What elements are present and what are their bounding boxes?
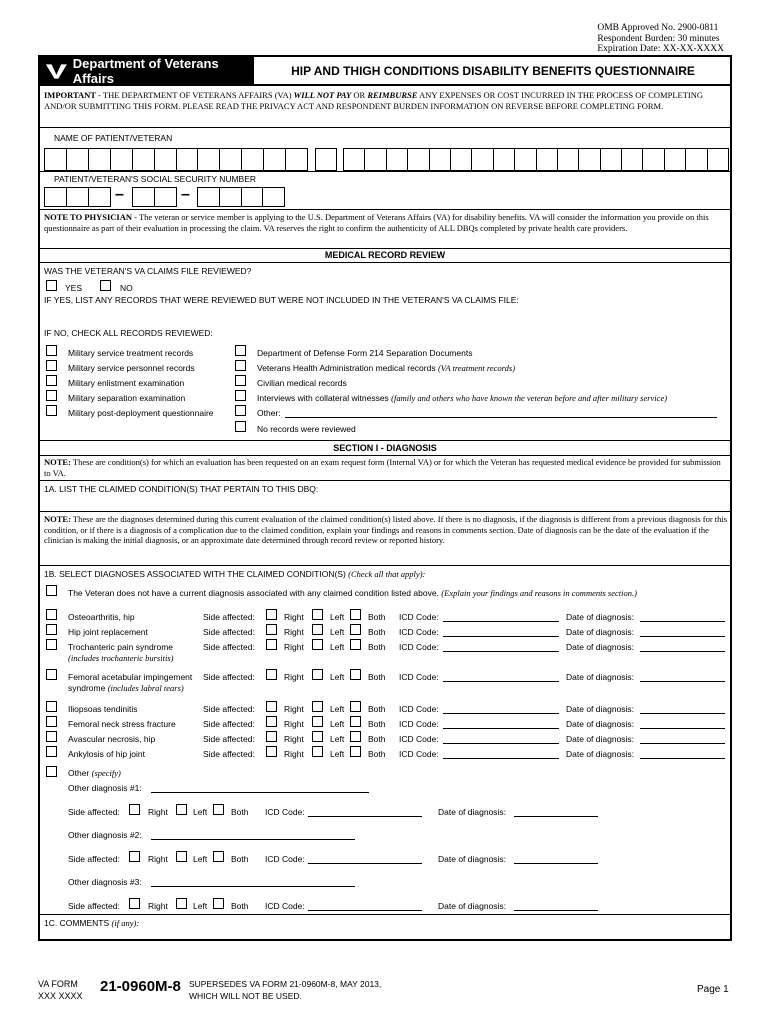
no-diagnosis-label: The Veteran does not have a current diagnosis associated with any claimed condition listed above. (Explain your findings and reasons in comments section.) (68, 588, 637, 598)
ssn-dash-2: – (181, 186, 190, 203)
both-checkbox[interactable] (350, 731, 361, 742)
date-line[interactable] (640, 621, 725, 622)
diagnosis-subtext: (includes trochanteric bursitis) (68, 653, 174, 663)
diagnosis-checkbox[interactable] (46, 609, 57, 620)
other-diagnosis-checkbox[interactable] (46, 766, 57, 777)
right-label: Right (148, 901, 168, 911)
icd-label: ICD Code: (399, 749, 439, 759)
diagnosis-note: NOTE: These are the diagnoses determined during this current evaluation of the claimed condition(s) listed above. If there is no diagnosis, if the diagnosis is different from a previous diagnosis for this condition, or if there is a diagnosis of a complication due to the claimed condition, explain your findings and reasons in comments section. Date of diagnosis can be the date of the evaluation if the clinician is making the initial diagnosis, or an approximate date determined through record review or reported history. (44, 514, 728, 545)
section-1-heading: SECTION I - DIAGNOSIS (333, 443, 437, 453)
record-checkbox[interactable] (46, 345, 57, 356)
both-label: Both (368, 627, 386, 637)
right-label: Right (284, 749, 304, 759)
ssn-label: PATIENT/VETERAN'S SOCIAL SECURITY NUMBER (54, 174, 257, 184)
record-label: Military post-deployment questionnaire (68, 408, 214, 418)
icd-line[interactable] (308, 816, 422, 817)
right-label: Right (284, 719, 304, 729)
both-checkbox[interactable] (350, 624, 361, 635)
record-checkbox[interactable] (235, 421, 246, 432)
va-seal-icon (44, 61, 69, 81)
diagnosis-checkbox[interactable] (46, 731, 57, 742)
icd-line[interactable] (443, 651, 559, 652)
side-affected-label: Side affected: (203, 749, 255, 759)
ssn-part3[interactable] (197, 187, 285, 207)
important-notice: IMPORTANT - THE DEPARTMENT OF VETERANS AFFAIRS (VA) WILL NOT PAY OR REIMBURSE ANY EXPENSES OR COST INCURRED IN THE PROCESS OF COMPLETING AND/OR SUBMITTING THIS FORM. PLEASE READ THE PRIVACY ACT AND RESPONDENT BURDEN INFORMATION ON REVERSE BEFORE COMPLETING FORM. (44, 90, 704, 111)
both-checkbox[interactable] (213, 898, 224, 909)
record-checkbox[interactable] (235, 375, 246, 386)
date-line[interactable] (640, 681, 725, 682)
yes-label: YES (65, 283, 83, 293)
right-checkbox[interactable] (129, 851, 140, 862)
page-number: Page 1 (697, 984, 729, 995)
icd-label: ICD Code: (399, 612, 439, 622)
date-label: Date of diagnosis: (438, 854, 507, 864)
record-label: Interviews with collateral witnesses (family and others who have known the veteran before and after military service) (257, 393, 668, 403)
left-checkbox[interactable] (176, 898, 187, 909)
date-label: Date of diagnosis: (566, 749, 635, 759)
record-checkbox[interactable] (235, 405, 246, 416)
other-diagnosis-3-line[interactable] (151, 886, 355, 887)
record-label: Military service treatment records (68, 348, 194, 358)
record-label: Military enlistment examination (68, 378, 185, 388)
diagnosis-name: Avascular necrosis, hip (68, 734, 156, 744)
q1c-label: 1C. COMMENTS (if any): (44, 918, 140, 928)
right-label: Right (284, 704, 304, 714)
q1b-label: 1B. SELECT DIAGNOSES ASSOCIATED WITH THE CLAIMED CONDITION(S) (Check all that apply): (44, 569, 426, 579)
both-label: Both (368, 749, 386, 759)
record-checkbox[interactable] (235, 360, 246, 371)
first-name-boxes[interactable] (44, 148, 308, 171)
right-label: Right (284, 672, 304, 682)
both-checkbox[interactable] (213, 804, 224, 815)
supersedes-line-1: SUPERSEDES VA FORM 21-0960M-8, MAY 2013, (189, 979, 382, 989)
left-checkbox[interactable] (312, 716, 323, 727)
right-checkbox[interactable] (266, 669, 277, 680)
ssn-part2[interactable] (132, 187, 177, 207)
icd-label: ICD Code: (265, 807, 305, 817)
q1a-label: 1A. LIST THE CLAIMED CONDITION(S) THAT PERTAIN TO THIS DBQ: (44, 484, 319, 494)
left-checkbox[interactable] (312, 731, 323, 742)
record-checkbox[interactable] (46, 375, 57, 386)
both-checkbox[interactable] (350, 746, 361, 757)
both-checkbox[interactable] (350, 609, 361, 620)
middle-initial-box[interactable] (315, 148, 337, 171)
left-checkbox[interactable] (312, 624, 323, 635)
diagnosis-name: Hip joint replacement (68, 627, 148, 637)
no-diagnosis-checkbox[interactable] (46, 585, 57, 596)
icd-line[interactable] (308, 910, 422, 911)
both-label: Both (231, 854, 249, 864)
both-label: Both (231, 807, 249, 817)
left-label: Left (330, 734, 345, 744)
record-label: Veterans Health Administration medical records (VA treatment records) (257, 363, 516, 373)
both-checkbox[interactable] (350, 716, 361, 727)
omb-block (597, 23, 724, 55)
other-diagnosis-1-line[interactable] (151, 792, 369, 793)
right-checkbox[interactable] (266, 701, 277, 712)
side-affected-label: Side affected: (203, 672, 255, 682)
right-checkbox[interactable] (129, 804, 140, 815)
right-checkbox[interactable] (266, 731, 277, 742)
both-label: Both (368, 642, 386, 652)
diagnosis-checkbox[interactable] (46, 746, 57, 757)
diagnosis-checkbox[interactable] (46, 639, 57, 650)
claims-file-question: WAS THE VETERAN'S VA CLAIMS FILE REVIEWED? (44, 266, 252, 276)
other-diagnosis-2-line[interactable] (151, 839, 355, 840)
left-checkbox[interactable] (176, 804, 187, 815)
other-records-line[interactable] (285, 417, 717, 418)
date-label: Date of diagnosis: (438, 901, 507, 911)
date-label: Date of diagnosis: (566, 627, 635, 637)
diagnosis-name: Ankylosis of hip joint (68, 749, 146, 759)
icd-line[interactable] (443, 621, 559, 622)
no-checkbox[interactable] (100, 280, 111, 291)
left-label: Left (330, 612, 345, 622)
left-checkbox[interactable] (312, 669, 323, 680)
diagnosis-name: Trochanteric pain syndrome (68, 642, 174, 652)
date-line[interactable] (514, 910, 598, 911)
both-label: Both (231, 901, 249, 911)
respondent-burden: Respondent Burden: 30 minutes (597, 33, 720, 44)
record-checkbox[interactable] (46, 360, 57, 371)
other-diagnosis-3-label: Other diagnosis #3: (68, 877, 142, 887)
date-line[interactable] (640, 636, 725, 637)
both-label: Both (368, 704, 386, 714)
left-label: Left (330, 704, 345, 714)
right-checkbox[interactable] (266, 609, 277, 620)
record-checkbox[interactable] (235, 345, 246, 356)
if-no-instructions: IF NO, CHECK ALL RECORDS REVIEWED: (44, 328, 213, 338)
left-checkbox[interactable] (312, 701, 323, 712)
no-label: NO (120, 283, 133, 293)
ssn-part1[interactable] (44, 187, 111, 207)
left-checkbox[interactable] (176, 851, 187, 862)
icd-line[interactable] (443, 743, 559, 744)
left-label: Left (330, 642, 345, 652)
icd-line[interactable] (443, 636, 559, 637)
icd-label: ICD Code: (399, 719, 439, 729)
right-label: Right (284, 627, 304, 637)
side-affected-label: Side affected: (203, 642, 255, 652)
expiration-date: Expiration Date: XX-XX-XXXX (597, 44, 724, 54)
left-label: Left (193, 854, 208, 864)
diagnosis-name: Femoral neck stress fracture (68, 719, 176, 729)
date-label: Date of diagnosis: (566, 719, 635, 729)
icd-line[interactable] (443, 728, 559, 729)
last-name-boxes[interactable] (343, 148, 729, 171)
record-label: Other: (257, 408, 281, 418)
diagnosis-name: Osteoarthritis, hip (68, 612, 135, 622)
name-label: NAME OF PATIENT/VETERAN (54, 133, 173, 143)
right-label: Right (284, 612, 304, 622)
diagnosis-name: Iliopsoas tendinitis (68, 704, 138, 714)
record-checkbox[interactable] (235, 390, 246, 401)
form-number: 21-0960M-8 (100, 978, 181, 995)
icd-label: ICD Code: (399, 627, 439, 637)
other-diagnosis-1-label: Other diagnosis #1: (68, 783, 142, 793)
right-label: Right (284, 734, 304, 744)
both-label: Both (368, 734, 386, 744)
right-checkbox[interactable] (266, 624, 277, 635)
side-affected-label: Side affected: (203, 627, 255, 637)
agency-name: Department of Veterans Affairs (72, 55, 219, 86)
record-label: Department of Defense Form 214 Separation Documents (257, 348, 473, 358)
date-line[interactable] (640, 651, 725, 652)
diagnosis-subtext: syndrome (includes labral tears) (68, 683, 184, 693)
diagnosis-checkbox[interactable] (46, 669, 57, 680)
note-to-physician: NOTE TO PHYSICIAN - The veteran or service member is applying to the U.S. Department of Veterans Affairs (VA) for disability benefits. VA will consider the information you provide on this questionnaire as part of their evaluation in processing the claim. VA reserves the right to confirm the authenticity of ALL DBQs completed by private health care providers. (44, 212, 709, 233)
date-line[interactable] (640, 758, 725, 759)
right-checkbox[interactable] (266, 746, 277, 757)
side-affected-label: Side affected: (203, 704, 255, 714)
left-label: Left (330, 749, 345, 759)
left-label: Left (330, 672, 345, 682)
side-affected-label: Side affected: (68, 854, 120, 864)
both-label: Both (368, 672, 386, 682)
form-edition: XXX XXXX (38, 991, 83, 1001)
date-label: Date of diagnosis: (566, 734, 635, 744)
record-checkbox[interactable] (46, 405, 57, 416)
right-checkbox[interactable] (266, 639, 277, 650)
medical-record-review-heading: MEDICAL RECORD REVIEW (324, 250, 446, 260)
icd-line[interactable] (443, 758, 559, 759)
date-label: Date of diagnosis: (566, 612, 635, 622)
va-logo-bar (40, 57, 254, 84)
date-label: Date of diagnosis: (566, 704, 635, 714)
icd-label: ICD Code: (399, 642, 439, 652)
both-label: Both (368, 719, 386, 729)
right-label: Right (148, 854, 168, 864)
other-label: Other (specify) (68, 768, 121, 778)
if-yes-instructions: IF YES, LIST ANY RECORDS THAT WERE REVIEWED BUT WERE NOT INCLUDED IN THE VETERAN'S VA CLAIMS FILE: (44, 295, 519, 305)
left-label: Left (330, 627, 345, 637)
icd-line[interactable] (443, 713, 559, 714)
yes-checkbox[interactable] (46, 280, 57, 291)
date-label: Date of diagnosis: (438, 807, 507, 817)
left-checkbox[interactable] (312, 609, 323, 620)
date-line[interactable] (640, 743, 725, 744)
diagnosis-name: Femoral acetabular impingement (68, 672, 193, 682)
right-label: Right (284, 642, 304, 652)
record-label: No records were reviewed (257, 424, 356, 434)
side-affected-label: Side affected: (203, 612, 255, 622)
icd-label: ICD Code: (399, 672, 439, 682)
left-label: Left (193, 807, 208, 817)
diagnosis-checkbox[interactable] (46, 701, 57, 712)
icd-label: ICD Code: (265, 854, 305, 864)
date-line[interactable] (640, 713, 725, 714)
record-label: Civilian medical records (257, 378, 347, 388)
icd-label: ICD Code: (399, 734, 439, 744)
both-checkbox[interactable] (350, 639, 361, 650)
both-label: Both (368, 612, 386, 622)
section-1-note: NOTE: These are condition(s) for which an evaluation has been requested on an exam request form (Internal VA) or for which the Veteran has requested medical evidence be provided for submission to VA. (44, 457, 721, 478)
icd-line[interactable] (308, 863, 422, 864)
supersedes-line-2: WHICH WILL NOT BE USED. (189, 991, 302, 1001)
record-label: Military service personnel records (68, 363, 195, 373)
left-label: Left (193, 901, 208, 911)
both-checkbox[interactable] (350, 669, 361, 680)
omb-number: OMB Approved No. 2900-0811 (597, 23, 719, 33)
right-label: Right (148, 807, 168, 817)
right-checkbox[interactable] (129, 898, 140, 909)
left-label: Left (330, 719, 345, 729)
record-checkbox[interactable] (46, 390, 57, 401)
record-label: Military separation examination (68, 393, 186, 403)
diagnosis-checkbox[interactable] (46, 624, 57, 635)
ssn-dash-1: – (115, 186, 124, 203)
date-line[interactable] (514, 863, 598, 864)
va-form-label: VA FORM (38, 979, 78, 989)
icd-label: ICD Code: (399, 704, 439, 714)
right-checkbox[interactable] (266, 716, 277, 727)
both-checkbox[interactable] (213, 851, 224, 862)
date-label: Date of diagnosis: (566, 642, 635, 652)
date-label: Date of diagnosis: (566, 672, 635, 682)
both-checkbox[interactable] (350, 701, 361, 712)
side-affected-label: Side affected: (68, 807, 120, 817)
icd-line[interactable] (443, 681, 559, 682)
left-checkbox[interactable] (312, 746, 323, 757)
form-title: HIP AND THIGH CONDITIONS DISABILITY BENEFITS QUESTIONNAIRE (291, 63, 695, 78)
diagnosis-checkbox[interactable] (46, 716, 57, 727)
other-diagnosis-2-label: Other diagnosis #2: (68, 830, 142, 840)
side-affected-label: Side affected: (203, 734, 255, 744)
left-checkbox[interactable] (312, 639, 323, 650)
date-line[interactable] (640, 728, 725, 729)
date-line[interactable] (514, 816, 598, 817)
side-affected-label: Side affected: (68, 901, 120, 911)
icd-label: ICD Code: (265, 901, 305, 911)
side-affected-label: Side affected: (203, 719, 255, 729)
